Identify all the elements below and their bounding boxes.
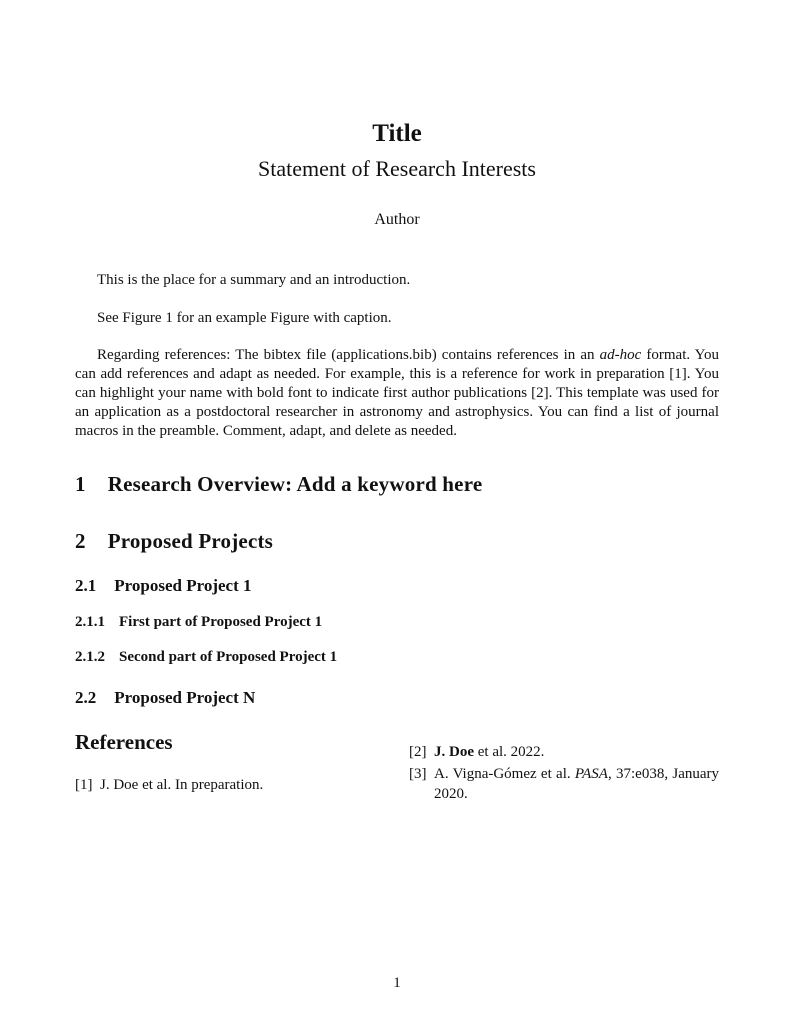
- reference-3-label: [3]: [409, 765, 427, 782]
- reference-1-label: [1]: [75, 777, 93, 794]
- paragraph-figure: See Figure 1 for an example Figure with caption.: [97, 309, 392, 326]
- reference-2-author-bold: J. Doe: [434, 744, 474, 761]
- section-1-title: Research Overview: Add a keyword here: [107, 472, 483, 497]
- references-column-right: [409, 742, 719, 806]
- subsubsection-2-1-2-title: Second part of Proposed Project 1: [119, 649, 338, 666]
- reference-item-2: [409, 742, 719, 763]
- paragraph-references: [75, 346, 719, 440]
- reference-item-1: [75, 775, 385, 796]
- reference-3-text: [434, 766, 719, 803]
- reference-2-rest: et al. 2022.: [474, 744, 545, 761]
- subsection-2-1-heading: [75, 576, 719, 596]
- page-number: 1: [393, 975, 401, 991]
- reference-3-journal-italic: PASA: [574, 765, 608, 782]
- references-section: [75, 730, 719, 806]
- reference-item-3: [409, 764, 719, 805]
- references-heading: References: [75, 730, 173, 755]
- paragraph-references-part2: format. You can add references and adapt as needed. For example, this is a reference for work in preparation [1]. You can highlight your name with bold font to indicate first author publications [2]. This template was used for an application as a postdoctoral researcher in astronomy and astrophysics. You can find a list of journal macros in the preamble. Comment, adapt, and delete as needed.: [75, 347, 719, 439]
- subsection-2-2-number: 2.2: [75, 688, 97, 708]
- document-title: Title: [372, 120, 422, 147]
- subsubsection-2-1-2-heading: [75, 649, 719, 666]
- section-1-number: 1: [75, 472, 86, 497]
- section-2-title: Proposed Projects: [107, 529, 274, 554]
- paragraph-references-italic: ad-hoc: [599, 347, 642, 364]
- reference-1-text: J. Doe et al. In preparation.: [100, 777, 264, 794]
- subsection-2-1-title: Proposed Project 1: [114, 576, 252, 596]
- subsubsection-2-1-1-number: 2.1.1: [75, 614, 105, 631]
- subsubsection-2-1-1-title: First part of Proposed Project 1: [119, 614, 323, 631]
- subsection-2-2-heading: [75, 688, 719, 708]
- subsection-2-1-number: 2.1: [75, 576, 97, 596]
- references-column-left: [75, 730, 385, 806]
- author: Author: [374, 210, 420, 228]
- subsubsection-2-1-2-number: 2.1.2: [75, 649, 105, 666]
- section-2-number: 2: [75, 529, 86, 554]
- reference-2-label: [2]: [409, 744, 427, 761]
- reference-2-text: [434, 744, 544, 760]
- section-1-heading: [75, 472, 719, 497]
- subsection-2-2-title: Proposed Project N: [114, 688, 256, 708]
- reference-3-post: , 37:e038, January 2020.: [434, 765, 719, 803]
- subsubsection-2-1-1-heading: [75, 614, 719, 631]
- reference-3-pre: A. Vigna-Gómez et al.: [434, 765, 575, 782]
- paragraph-references-part1: Regarding references: The bibtex file (applications.bib) contains references in an: [97, 347, 600, 364]
- paragraph-intro: This is the place for a summary and an introduction.: [97, 271, 411, 288]
- section-2-heading: [75, 529, 719, 554]
- document-subtitle: Statement of Research Interests: [258, 156, 536, 182]
